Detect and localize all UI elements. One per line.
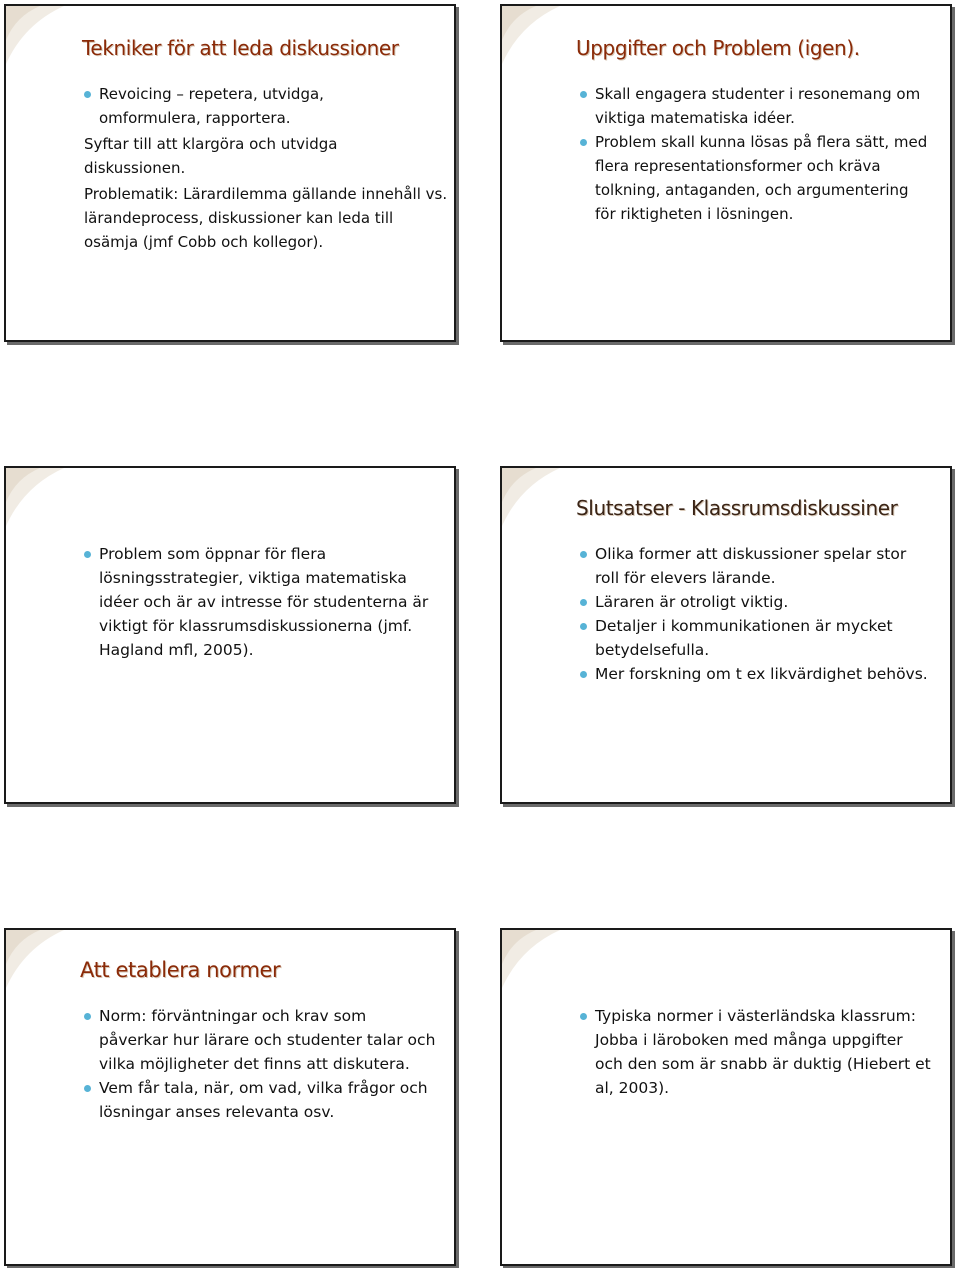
list-item: Läraren är otroligt viktig. bbox=[580, 590, 935, 614]
bullet-list bbox=[84, 1004, 439, 1124]
corner-ornament bbox=[6, 930, 66, 990]
bullet-list bbox=[580, 82, 932, 226]
list-item: Mer forskning om t ex likvärdighet behövs. bbox=[580, 662, 935, 686]
list-item: Typiska normer i västerländska klassrum: Jobba i läroboken med många uppgifter och den som är snabb är duktig (Hiebert et al, 2003). bbox=[580, 1004, 935, 1100]
bullet-icon bbox=[580, 599, 587, 606]
corner-ornament bbox=[502, 930, 562, 990]
list-item: Norm: förväntningar och krav som påverkar hur lärare och studenter talar och vilka möjligheter det finns att diskutera. bbox=[84, 1004, 439, 1076]
corner-ornament bbox=[502, 6, 562, 66]
slide-1 bbox=[4, 4, 456, 342]
list-item: Olika former att diskussioner spelar stor roll för elevers lärande. bbox=[580, 542, 935, 590]
list-item: Vem får tala, när, om vad, vilka frågor och lösningar anses relevanta osv. bbox=[84, 1076, 439, 1124]
slide-3 bbox=[4, 466, 456, 804]
list-item: Revoicing – repetera, utvidga, omformulera, rapportera. bbox=[84, 82, 429, 130]
slide-title: Slutsatser - Klassrumsdiskussiner bbox=[576, 496, 898, 520]
bullet-list bbox=[84, 542, 439, 662]
bullet-icon bbox=[580, 139, 587, 146]
slide-4 bbox=[500, 466, 952, 804]
slide-title: Tekniker för att leda diskussioner bbox=[82, 36, 399, 60]
body-paragraph: Problematik: Lärardilemma gällande innehåll vs. lärandeprocess, diskussioner kan leda till osämja (jmf Cobb och kollegor). bbox=[84, 185, 448, 251]
list-item: Problem skall kunna lösas på flera sätt, med flera representationsformer och kräva tolkning, antaganden, och argumentering för riktigheten i lösningen. bbox=[580, 130, 932, 226]
bullet-icon bbox=[580, 1013, 587, 1020]
slide-title: Uppgifter och Problem (igen). bbox=[576, 36, 860, 60]
slide-title: Att etablera normer bbox=[80, 958, 281, 982]
bullet-icon bbox=[84, 91, 91, 98]
bullet-list bbox=[84, 82, 429, 130]
body-paragraph: Syftar till att klargöra och utvidga diskussionen. bbox=[84, 135, 338, 177]
bullet-icon bbox=[84, 551, 91, 558]
slide-5 bbox=[4, 928, 456, 1266]
bullet-icon bbox=[580, 623, 587, 630]
bullet-icon bbox=[580, 91, 587, 98]
bullet-icon bbox=[84, 1085, 91, 1092]
bullet-icon bbox=[580, 551, 587, 558]
slide-6 bbox=[500, 928, 952, 1266]
corner-ornament bbox=[6, 6, 66, 66]
corner-ornament bbox=[6, 468, 66, 528]
list-item: Detaljer i kommunikationen är mycket betydelsefulla. bbox=[580, 614, 935, 662]
slide-2 bbox=[500, 4, 952, 342]
list-item: Problem som öppnar för flera lösningsstrategier, viktiga matematiska idéer och är av intresse för studenterna är viktigt för klassrumsdiskussionerna (jmf. Hagland mfl, 2005). bbox=[84, 542, 439, 662]
bullet-icon bbox=[580, 671, 587, 678]
corner-ornament bbox=[502, 468, 562, 528]
list-item: Skall engagera studenter i resonemang om viktiga matematiska idéer. bbox=[580, 82, 932, 130]
bullet-list bbox=[580, 1004, 935, 1100]
bullet-list bbox=[580, 542, 935, 686]
bullet-icon bbox=[84, 1013, 91, 1020]
